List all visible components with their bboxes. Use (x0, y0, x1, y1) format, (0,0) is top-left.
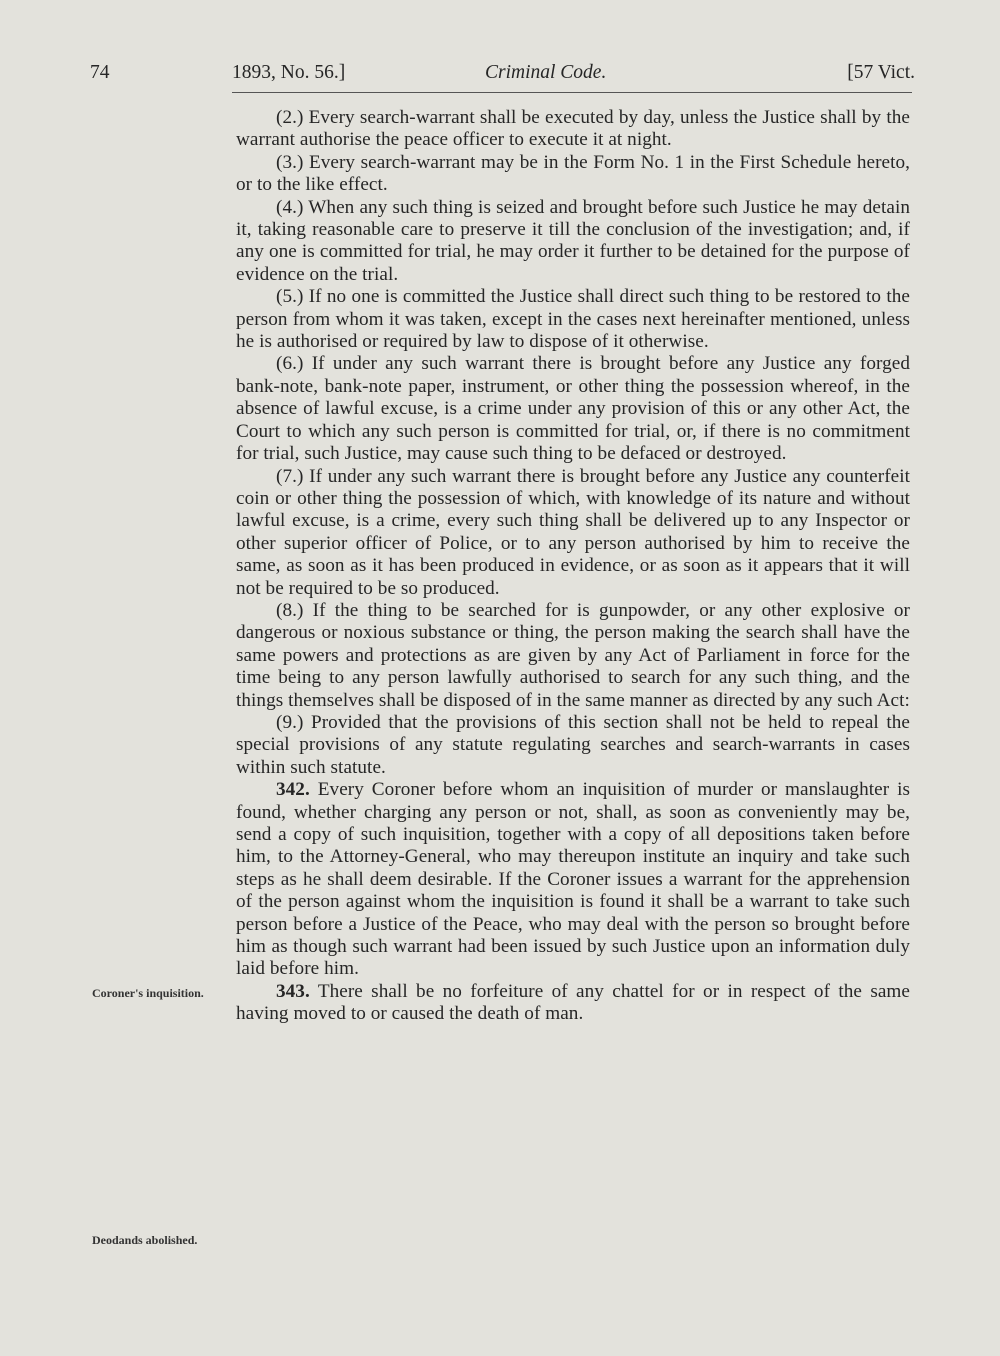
section-343 (236, 981, 910, 1026)
subsection-4: (4.) When any such thing is seized and brought before such Justice he may detain it, taking reasonable care to preserve it till the conclusion of the investigation; and, if any one is committed for trial, he may order it further to be detained for the purpose of evidence on the trial. (236, 196, 910, 285)
section-number: 343. (276, 980, 310, 1002)
section-342 (236, 779, 910, 981)
page-number: 74 (90, 62, 110, 83)
subsection-5: (5.) If no one is committed the Justice shall direct such thing to be restored to the person from whom it was taken, except in the cases next hereinafter mentioned, unless he is authorised or required by law to dispose of it otherwise. (236, 286, 910, 353)
subsection-2: (2.) Every search-warrant shall be executed by day, unless the Justice shall by the warrant authorise the peace officer to execute it at night. (236, 107, 910, 151)
margin-note-deodands: Deodands abolished. (92, 1233, 198, 1247)
body-text (236, 107, 910, 1026)
section-text: Every Coroner before whom an inquisition of murder or manslaughter is found, whether charging any person or not, shall, as soon as conveniently may be, send a copy of such inquisition, together with a copy of all depositions taken before him, to the Attorney-General, who may thereupon institute an inquiry and take such steps as he shall deem desirable. If the Coroner issues a warrant for the apprehension of the person against whom the inquisition is found it shall be a warrant to take such person before a Justice of the Peace, who may deal with the person so brought before him as though such warrant had been issued by such Justice upon an information duly laid before him. (236, 779, 910, 980)
subsection-9: (9.) Provided that the provisions of this section shall not be held to repeal the special provisions of any statute regulating searches and search-warrants in cases within such statute. (236, 711, 910, 778)
regnal-year: [57 Vict. (847, 62, 915, 83)
subsection-3: (3.) Every search-warrant may be in the Form No. 1 in the First Schedule hereto, or to the like effect. (236, 151, 910, 196)
section-text: There shall be no forfeiture of any chattel for or in respect of the same having moved to or caused the death of man. (236, 980, 910, 1025)
act-reference: 1893, No. 56.] (232, 62, 346, 83)
margin-note-coroner: Coroner's inquisition. (92, 986, 204, 1000)
running-header (90, 62, 915, 86)
subsection-8: (8.) If the thing to be searched for is gunpowder, or any other explosive or dangerous or noxious substance or thing, the person making the search shall have the same powers and protections as are given by any Act of Parliament in force for the time being to any person lawfully authorised to search for any such thing, and the things themselves shall be disposed of in the same manner as directed by any such Act: (236, 599, 910, 711)
section-number: 342. (276, 779, 310, 801)
header-rule (232, 92, 912, 93)
subsection-6: (6.) If under any such warrant there is brought before any Justice any forged bank-note, bank-note paper, instrument, or other thing the possession whereof, in the absence of lawful excuse, is a crime under any provision of this or any other Act, the Court to which any such person is committed for trial, or, if there is no commitment for trial, such Justice, may cause such thing to be defaced or destroyed. (236, 353, 910, 465)
running-title: Criminal Code. (485, 62, 607, 83)
subsection-7: (7.) If under any such warrant there is brought before any Justice any counterfeit coin or other thing the possession of which, with knowledge of its nature and without lawful excuse, is a crime, every such thing shall be delivered up to any Inspector or other superior officer of Police, or to any person authorised by him to receive the same, as soon as it has been produced in evidence, or as soon as it appears that it will not be required to be so produced. (236, 465, 910, 599)
